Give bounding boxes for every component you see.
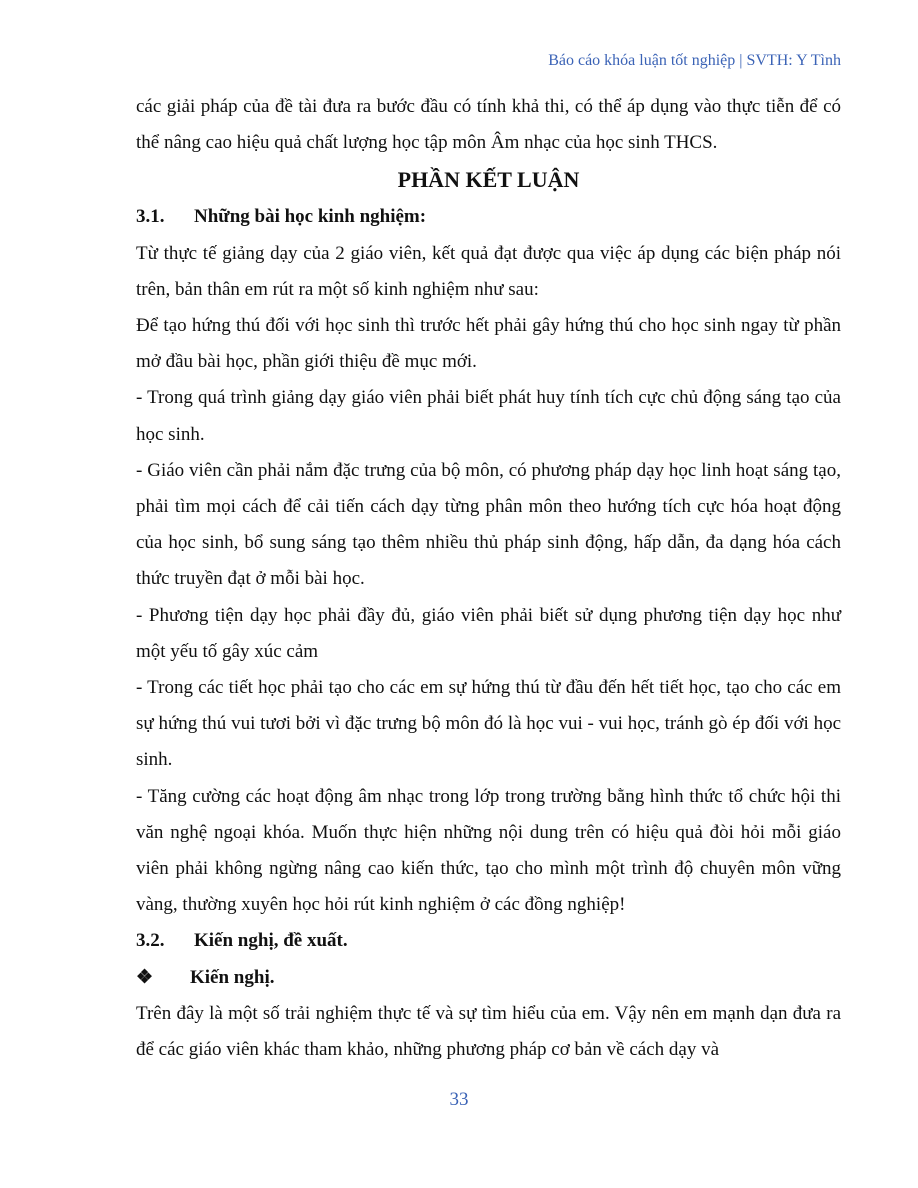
section-3-1-title: Những bài học kinh nghiệm: (194, 206, 427, 228)
paragraph: - Tăng cường các hoạt động âm nhạc trong lớp trong trường bằng hình thức tổ chức hội thi văn nghệ ngoại khóa. Muốn thực hiện những nội dung trên có hiệu quả đòi hỏi mỗi giáo viên phải không ngừng nâng cao kiến thức, tạo cho mình một trình độ chuyên môn vững vàng, thường xuyên học hỏi rút kinh nghiệm ở các đồng nghiệp! (136, 785, 841, 916)
paragraph: - Trong quá trình giảng dạy giáo viên phải biết phát huy tính tích cực chủ động sáng tạo của học sinh. (136, 387, 841, 445)
section-3-2-title: Kiến nghị, đề xuất. (194, 930, 348, 952)
page-header: Báo cáo khóa luận tốt nghiệp | SVTH: Y Tình (548, 52, 841, 69)
paragraph: Trên đây là một số trải nghiệm thực tế và sự tìm hiểu của em. Vậy nên em mạnh dạn đưa ra để các giáo viên khác tham khảo, những phương pháp cơ bản về cách dạy và (136, 1002, 841, 1061)
paragraph: Từ thực tế giảng dạy của 2 giáo viên, kết quả đạt được qua việc áp dụng các biện pháp nói trên, bản thân em rút ra một số kinh nghiệm như sau: (136, 242, 841, 300)
paragraph: - Phương tiện dạy học phải đầy đủ, giáo viên phải biết sử dụng phương tiện dạy học như một yếu tố gây xúc cảm (136, 604, 841, 662)
paragraph: - Trong các tiết học phải tạo cho các em sự hứng thú từ đầu đến hết tiết học, tạo cho các em sự hứng thú vui tươi bởi vì đặc trưng bộ môn đó là học vui - vui học, tránh gò ép đối với học sinh. (136, 677, 841, 771)
section-3-1-heading (136, 199, 841, 235)
section-3-2-number: 3.2. (136, 930, 165, 952)
paragraph: Để tạo hứng thú đối với học sinh thì trước hết phải gây hứng thú cho học sinh ngay từ phần mở đầu bài học, phần giới thiệu đề mục mới. (136, 315, 841, 373)
section-title: PHẦN KẾT LUẬN (397, 167, 580, 193)
paragraph: - Giáo viên cần phải nắm đặc trưng của bộ môn, có phương pháp dạy học linh hoạt sáng tạo, phải tìm mọi cách để cải tiến cách dạy từng phân môn theo hướng tích cực hóa hoạt động của học sinh, bổ sung sáng tạo thêm nhiều thủ pháp sinh động, hấp dẫn, đa dạng hóa cách thức truyền đạt ở mỗi bài học. (136, 459, 841, 590)
diamond-bullet-icon: ❖ (136, 966, 154, 988)
page-number: 33 (449, 1089, 469, 1110)
section-3-2-heading (136, 923, 841, 959)
subsection-heading (136, 960, 841, 996)
subsection-title: Kiến nghị. (190, 966, 275, 988)
page-content (136, 89, 841, 1068)
intro-paragraph: các giải pháp của đề tài đưa ra bước đầu có tính khả thi, có thể áp dụng vào thực tiễn để có thể nâng cao hiệu quả chất lượng học tập môn Âm nhạc của học sinh THCS. (136, 96, 841, 154)
section-3-1-number: 3.1. (136, 206, 165, 228)
